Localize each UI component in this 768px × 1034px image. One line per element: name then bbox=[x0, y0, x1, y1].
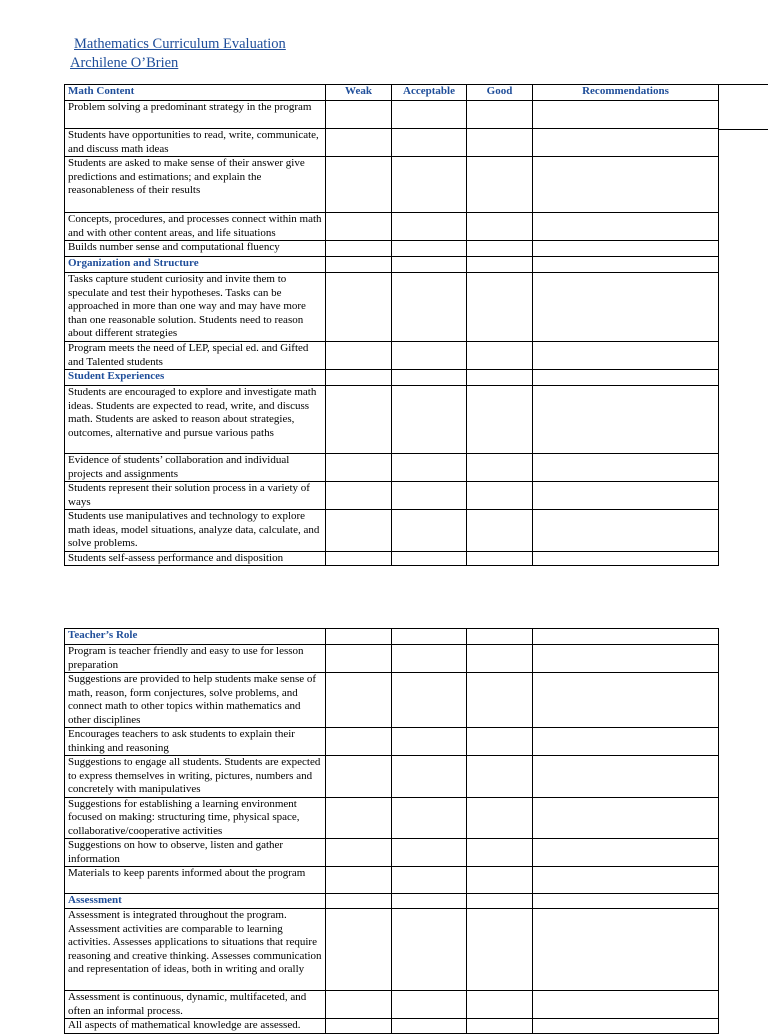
column-header-acceptable: Acceptable bbox=[392, 85, 467, 101]
recommendation-cell[interactable] bbox=[533, 728, 719, 756]
criterion-text: All aspects of mathematical knowledge are assessed. bbox=[65, 1019, 326, 1034]
table-row bbox=[65, 551, 719, 566]
recommendation-cell[interactable] bbox=[533, 673, 719, 728]
document-author: Archilene O’Brien bbox=[70, 55, 179, 71]
rating-cell-weak[interactable] bbox=[326, 386, 392, 454]
table-row bbox=[65, 101, 719, 129]
rating-cell-weak[interactable] bbox=[326, 129, 392, 157]
criterion-text: Students are encouraged to explore and investigate math ideas. Students are expected to read, write, and discuss math. Students are asked to reason about strategies, outcomes, alternative and pursue various paths bbox=[65, 386, 326, 454]
criterion-text: Students represent their solution process in a variety of ways bbox=[65, 482, 326, 510]
rating-cell-acceptable[interactable] bbox=[392, 839, 467, 867]
recommendation-cell[interactable] bbox=[533, 551, 719, 566]
table-row bbox=[65, 673, 719, 728]
table-row bbox=[65, 157, 719, 213]
rating-cell-acceptable[interactable] bbox=[392, 454, 467, 482]
rating-cell-acceptable[interactable] bbox=[392, 386, 467, 454]
table-row bbox=[65, 645, 719, 673]
rating-cell-good[interactable] bbox=[467, 510, 533, 552]
rating-cell-weak[interactable] bbox=[326, 157, 392, 213]
criterion-text: Program is teacher friendly and easy to use for lesson preparation bbox=[65, 645, 326, 673]
rating-cell-acceptable[interactable] bbox=[392, 991, 467, 1019]
rating-cell-good[interactable] bbox=[467, 797, 533, 839]
rating-cell-good[interactable] bbox=[467, 482, 533, 510]
rating-cell-good[interactable] bbox=[467, 839, 533, 867]
recommendation-cell[interactable] bbox=[533, 909, 719, 991]
rating-cell-weak[interactable] bbox=[326, 101, 392, 129]
criterion-text: Suggestions are provided to help students make sense of math, reason, form conjectures, solve problems, and connect math to other topics within mathematics and other disciplines bbox=[65, 673, 326, 728]
evaluation-table-2 bbox=[64, 628, 719, 1034]
section-heading-teachers-role: Teacher’s Role bbox=[65, 629, 326, 645]
table-row bbox=[65, 129, 719, 157]
section-row bbox=[65, 370, 719, 386]
recommendation-cell[interactable] bbox=[533, 257, 719, 273]
table-row bbox=[65, 867, 719, 894]
rating-cell-acceptable[interactable] bbox=[392, 728, 467, 756]
rating-cell-weak[interactable] bbox=[326, 629, 392, 645]
rating-cell-good[interactable] bbox=[467, 1019, 533, 1034]
rating-cell-weak[interactable] bbox=[326, 370, 392, 386]
table-row bbox=[65, 756, 719, 798]
rating-cell-good[interactable] bbox=[467, 241, 533, 257]
rating-cell-weak[interactable] bbox=[326, 991, 392, 1019]
table-row bbox=[65, 213, 719, 241]
rating-cell-weak[interactable] bbox=[326, 454, 392, 482]
rating-cell-good[interactable] bbox=[467, 673, 533, 728]
rating-cell-acceptable[interactable] bbox=[392, 909, 467, 991]
rating-cell-weak[interactable] bbox=[326, 797, 392, 839]
rating-cell-weak[interactable] bbox=[326, 839, 392, 867]
rating-cell-weak[interactable] bbox=[326, 551, 392, 566]
criterion-text: Students have opportunities to read, write, communicate, and discuss math ideas bbox=[65, 129, 326, 157]
table-row bbox=[65, 728, 719, 756]
rating-cell-acceptable[interactable] bbox=[392, 241, 467, 257]
table-row bbox=[65, 909, 719, 991]
rating-cell-weak[interactable] bbox=[326, 342, 392, 370]
evaluation-table-1 bbox=[64, 84, 719, 566]
column-header-weak: Weak bbox=[326, 85, 392, 101]
recommendation-cell[interactable] bbox=[533, 756, 719, 798]
rating-cell-good[interactable] bbox=[467, 257, 533, 273]
criterion-text: Suggestions on how to observe, listen and gather information bbox=[65, 839, 326, 867]
recommendation-cell[interactable] bbox=[533, 370, 719, 386]
criterion-text: Students self-assess performance and disposition bbox=[65, 551, 326, 566]
recommendation-cell[interactable] bbox=[533, 991, 719, 1019]
rating-cell-good[interactable] bbox=[467, 728, 533, 756]
rating-cell-acceptable[interactable] bbox=[392, 756, 467, 798]
criterion-text: Encourages teachers to ask students to explain their thinking and reasoning bbox=[65, 728, 326, 756]
table-row bbox=[65, 510, 719, 552]
rating-cell-weak[interactable] bbox=[326, 756, 392, 798]
rating-cell-weak[interactable] bbox=[326, 673, 392, 728]
recommendation-cell[interactable] bbox=[533, 894, 719, 909]
rating-cell-good[interactable] bbox=[467, 342, 533, 370]
rating-cell-weak[interactable] bbox=[326, 241, 392, 257]
rating-cell-acceptable[interactable] bbox=[392, 129, 467, 157]
section-row bbox=[65, 894, 719, 909]
criterion-text: Program meets the need of LEP, special ed. and Gifted and Talented students bbox=[65, 342, 326, 370]
recommendation-cell[interactable] bbox=[533, 386, 719, 454]
rating-cell-weak[interactable] bbox=[326, 510, 392, 552]
rating-cell-acceptable[interactable] bbox=[392, 342, 467, 370]
table-row bbox=[65, 273, 719, 342]
header-row bbox=[65, 85, 719, 101]
rating-cell-good[interactable] bbox=[467, 273, 533, 342]
rating-cell-good[interactable] bbox=[467, 386, 533, 454]
rating-cell-good[interactable] bbox=[467, 894, 533, 909]
rating-cell-weak[interactable] bbox=[326, 273, 392, 342]
recommendation-cell[interactable] bbox=[533, 454, 719, 482]
criterion-text: Assessment is integrated throughout the program. Assessment activities are comparable to learning activities. Assesses applications to situations that require reasoning and creative thinking. Assesses communication and representation of ideas, both in writing and orally bbox=[65, 909, 326, 991]
recommendation-cell[interactable] bbox=[533, 839, 719, 867]
rating-cell-acceptable[interactable] bbox=[392, 867, 467, 894]
document-title: Mathematics Curriculum Evaluation bbox=[74, 36, 286, 52]
rating-cell-acceptable[interactable] bbox=[392, 645, 467, 673]
table-row bbox=[65, 454, 719, 482]
rating-cell-acceptable[interactable] bbox=[392, 1019, 467, 1034]
criterion-text: Students use manipulatives and technology to explore math ideas, model situations, analyze data, calculate, and solve problems. bbox=[65, 510, 326, 552]
rating-cell-weak[interactable] bbox=[326, 645, 392, 673]
recommendation-cell[interactable] bbox=[533, 273, 719, 342]
rating-cell-weak[interactable] bbox=[326, 894, 392, 909]
rating-cell-good[interactable] bbox=[467, 756, 533, 798]
section-row bbox=[65, 629, 719, 645]
criterion-text: Suggestions for establishing a learning environment focused on making: structuring time, physical space, collaborative/cooperative activities bbox=[65, 797, 326, 839]
rating-cell-weak[interactable] bbox=[326, 482, 392, 510]
criterion-text: Evidence of students’ collaboration and individual projects and assignments bbox=[65, 454, 326, 482]
rating-cell-acceptable[interactable] bbox=[392, 510, 467, 552]
recommendation-cell[interactable] bbox=[533, 213, 719, 241]
rating-cell-good[interactable] bbox=[467, 991, 533, 1019]
rating-cell-good[interactable] bbox=[467, 370, 533, 386]
criterion-text: Problem solving a predominant strategy in the program bbox=[65, 101, 326, 129]
rating-cell-good[interactable] bbox=[467, 129, 533, 157]
table-row bbox=[65, 991, 719, 1019]
table-row bbox=[65, 1019, 719, 1034]
rating-cell-acceptable[interactable] bbox=[392, 101, 467, 129]
table-row bbox=[65, 386, 719, 454]
rating-cell-acceptable[interactable] bbox=[392, 273, 467, 342]
rating-cell-acceptable[interactable] bbox=[392, 213, 467, 241]
rating-cell-good[interactable] bbox=[467, 909, 533, 991]
rating-cell-weak[interactable] bbox=[326, 1019, 392, 1034]
table-row bbox=[65, 342, 719, 370]
column-header-recommendations: Recommendations bbox=[533, 85, 719, 101]
criterion-text: Concepts, procedures, and processes connect within math and with other content areas, and life situations bbox=[65, 213, 326, 241]
section-row bbox=[65, 257, 719, 273]
rating-cell-weak[interactable] bbox=[326, 867, 392, 894]
recommendation-cell[interactable] bbox=[533, 645, 719, 673]
recommendation-cell[interactable] bbox=[533, 482, 719, 510]
rating-cell-good[interactable] bbox=[467, 213, 533, 241]
rating-cell-good[interactable] bbox=[467, 645, 533, 673]
rating-cell-acceptable[interactable] bbox=[392, 157, 467, 213]
rating-cell-weak[interactable] bbox=[326, 909, 392, 991]
criterion-text: Suggestions to engage all students. Students are expected to express themselves in writing, pictures, numbers and concretely with manipulatives bbox=[65, 756, 326, 798]
rating-cell-weak[interactable] bbox=[326, 257, 392, 273]
column-header-good: Good bbox=[467, 85, 533, 101]
rating-cell-good[interactable] bbox=[467, 629, 533, 645]
recommendation-cell[interactable] bbox=[533, 510, 719, 552]
table-row bbox=[65, 482, 719, 510]
recommendation-cell[interactable] bbox=[533, 157, 719, 213]
rating-cell-acceptable[interactable] bbox=[392, 629, 467, 645]
rating-cell-acceptable[interactable] bbox=[392, 894, 467, 909]
recommendation-cell[interactable] bbox=[533, 867, 719, 894]
recommendation-cell[interactable] bbox=[533, 629, 719, 645]
column-header-math-content: Math Content bbox=[65, 85, 326, 101]
criterion-text: Assessment is continuous, dynamic, multifaceted, and often an informal process. bbox=[65, 991, 326, 1019]
recommendation-cell[interactable] bbox=[533, 342, 719, 370]
rating-cell-good[interactable] bbox=[467, 867, 533, 894]
table-row bbox=[65, 839, 719, 867]
criterion-text: Materials to keep parents informed about the program bbox=[65, 867, 326, 894]
recommendation-cell[interactable] bbox=[533, 797, 719, 839]
criterion-text: Tasks capture student curiosity and invite them to speculate and test their hypotheses. Tasks can be approached in more than one way and may have more than one reasonable solution. Students need to reason about different strategies bbox=[65, 273, 326, 342]
rating-cell-good[interactable] bbox=[467, 454, 533, 482]
section-heading-organization: Organization and Structure bbox=[65, 257, 326, 273]
criterion-text: Builds number sense and computational fluency bbox=[65, 241, 326, 257]
section-heading-assessment: Assessment bbox=[65, 894, 326, 909]
recommendation-cell[interactable] bbox=[533, 101, 719, 129]
section-heading-student-experiences: Student Experiences bbox=[65, 370, 326, 386]
rating-cell-acceptable[interactable] bbox=[392, 370, 467, 386]
rating-cell-acceptable[interactable] bbox=[392, 482, 467, 510]
recommendation-cell[interactable] bbox=[533, 1019, 719, 1034]
rating-cell-acceptable[interactable] bbox=[392, 797, 467, 839]
table-edge-stub bbox=[719, 84, 768, 130]
recommendation-cell[interactable] bbox=[533, 129, 719, 157]
rating-cell-acceptable[interactable] bbox=[392, 673, 467, 728]
table-row bbox=[65, 241, 719, 257]
table-row bbox=[65, 797, 719, 839]
rating-cell-good[interactable] bbox=[467, 157, 533, 213]
rating-cell-good[interactable] bbox=[467, 101, 533, 129]
rating-cell-weak[interactable] bbox=[326, 213, 392, 241]
rating-cell-good[interactable] bbox=[467, 551, 533, 566]
recommendation-cell[interactable] bbox=[533, 241, 719, 257]
rating-cell-acceptable[interactable] bbox=[392, 551, 467, 566]
rating-cell-weak[interactable] bbox=[326, 728, 392, 756]
rating-cell-acceptable[interactable] bbox=[392, 257, 467, 273]
criterion-text: Students are asked to make sense of their answer give predictions and estimations; and explain the reasonableness of their results bbox=[65, 157, 326, 213]
